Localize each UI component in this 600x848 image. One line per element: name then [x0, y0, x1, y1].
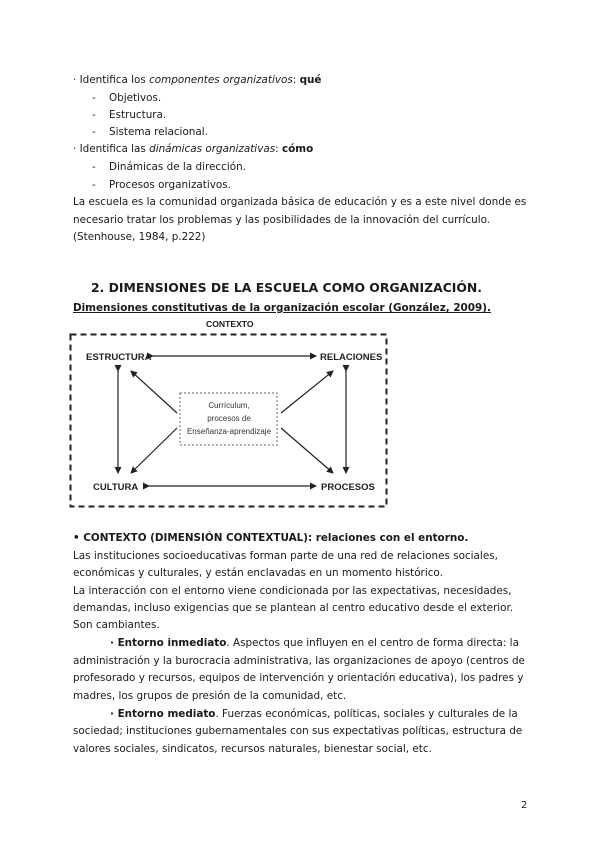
- center-line: procesos de: [207, 414, 251, 423]
- paragraph-line: La interacción con el entorno viene condicionada por las expectativas, necesidades,: [73, 585, 512, 597]
- dash: -: [92, 161, 96, 173]
- paragraph-line: económicas y culturales, y están enclavadas en un momento histórico.: [73, 567, 443, 579]
- label-cultura: CULTURA: [93, 482, 139, 493]
- dash: -: [92, 126, 96, 138]
- dash: -: [92, 92, 96, 104]
- arrow-diag-tr: [281, 371, 333, 413]
- label-relaciones: RELACIONES: [320, 352, 383, 363]
- contexto-heading: • CONTEXTO (DIMENSIÓN CONTEXTUAL): relaciones con el entorno.: [73, 532, 469, 544]
- list-item: Dinámicas de la dirección.: [109, 161, 246, 173]
- paragraph-line: Son cambiantes.: [73, 619, 160, 631]
- arrow-diag-tl: [131, 371, 177, 413]
- paragraph-line: madres, los grupos de presión de la comunidad, etc.: [73, 690, 347, 702]
- paragraph-line: valores sociales, sindicatos, recursos naturales, bienestar social, etc.: [73, 743, 432, 755]
- label-estructura: ESTRUCTURA: [86, 352, 152, 363]
- quote-line: La escuela es la comunidad organizada básica de educación y es a este nivel donde es: [73, 196, 527, 208]
- dash: -: [92, 109, 96, 121]
- organization-diagram: [69, 333, 389, 508]
- paragraph-line: sociedad; instituciones gubernamentales con sus expectativas políticas, estructura de: [73, 725, 523, 737]
- page-number: 2: [521, 800, 528, 811]
- paragraph-line: profesorado y recursos, equipos de intervención y orientación educativa), los padres y: [73, 672, 524, 684]
- section-title: 2. DIMENSIONES DE LA ESCUELA COMO ORGANIZACIÓN.: [91, 280, 483, 295]
- list-item: Objetivos.: [109, 92, 162, 104]
- list-item: Estructura.: [109, 109, 167, 121]
- label-procesos: PROCESOS: [321, 482, 375, 493]
- arrow-diag-br: [281, 428, 333, 473]
- entorno-mediato: · Entorno mediato. Fuerzas económicas, políticas, sociales y culturales de la: [110, 708, 518, 720]
- section-subtitle: Dimensiones constitutivas de la organización escolar (González, 2009).: [73, 302, 491, 314]
- paragraph-line: administración y la burocracia administrativa, las organizaciones de apoyo (centros de: [73, 655, 525, 667]
- paragraph-line: demandas, incluso exigencias que se plantean al centro educativo desde el exterior.: [73, 602, 514, 614]
- quote-line: necesario tratar los problemas y las posibilidades de la innovación del currículo.: [73, 214, 491, 226]
- entorno-inmediato: · Entorno inmediato. Aspectos que influyen en el centro de forma directa: la: [110, 637, 519, 649]
- context-label: CONTEXTO: [206, 319, 254, 329]
- quote-citation: (Stenhouse, 1984, p.222): [73, 231, 206, 243]
- center-line: Enseñanza-aprendizaje: [186, 427, 272, 436]
- list-item: Sistema relacional.: [109, 126, 208, 138]
- arrow-diag-bl: [131, 428, 177, 473]
- bullet-dinamicas: · Identifica las dinámicas organizativas: cómo: [73, 143, 314, 155]
- center-line: Currículum,: [208, 401, 250, 410]
- dash: -: [92, 179, 96, 191]
- paragraph-line: Las instituciones socioeducativas forman parte de una red de relaciones sociales,: [73, 550, 498, 562]
- bullet-componentes: · Identifica los componentes organizativos: qué: [73, 74, 322, 86]
- list-item: Procesos organizativos.: [109, 179, 231, 191]
